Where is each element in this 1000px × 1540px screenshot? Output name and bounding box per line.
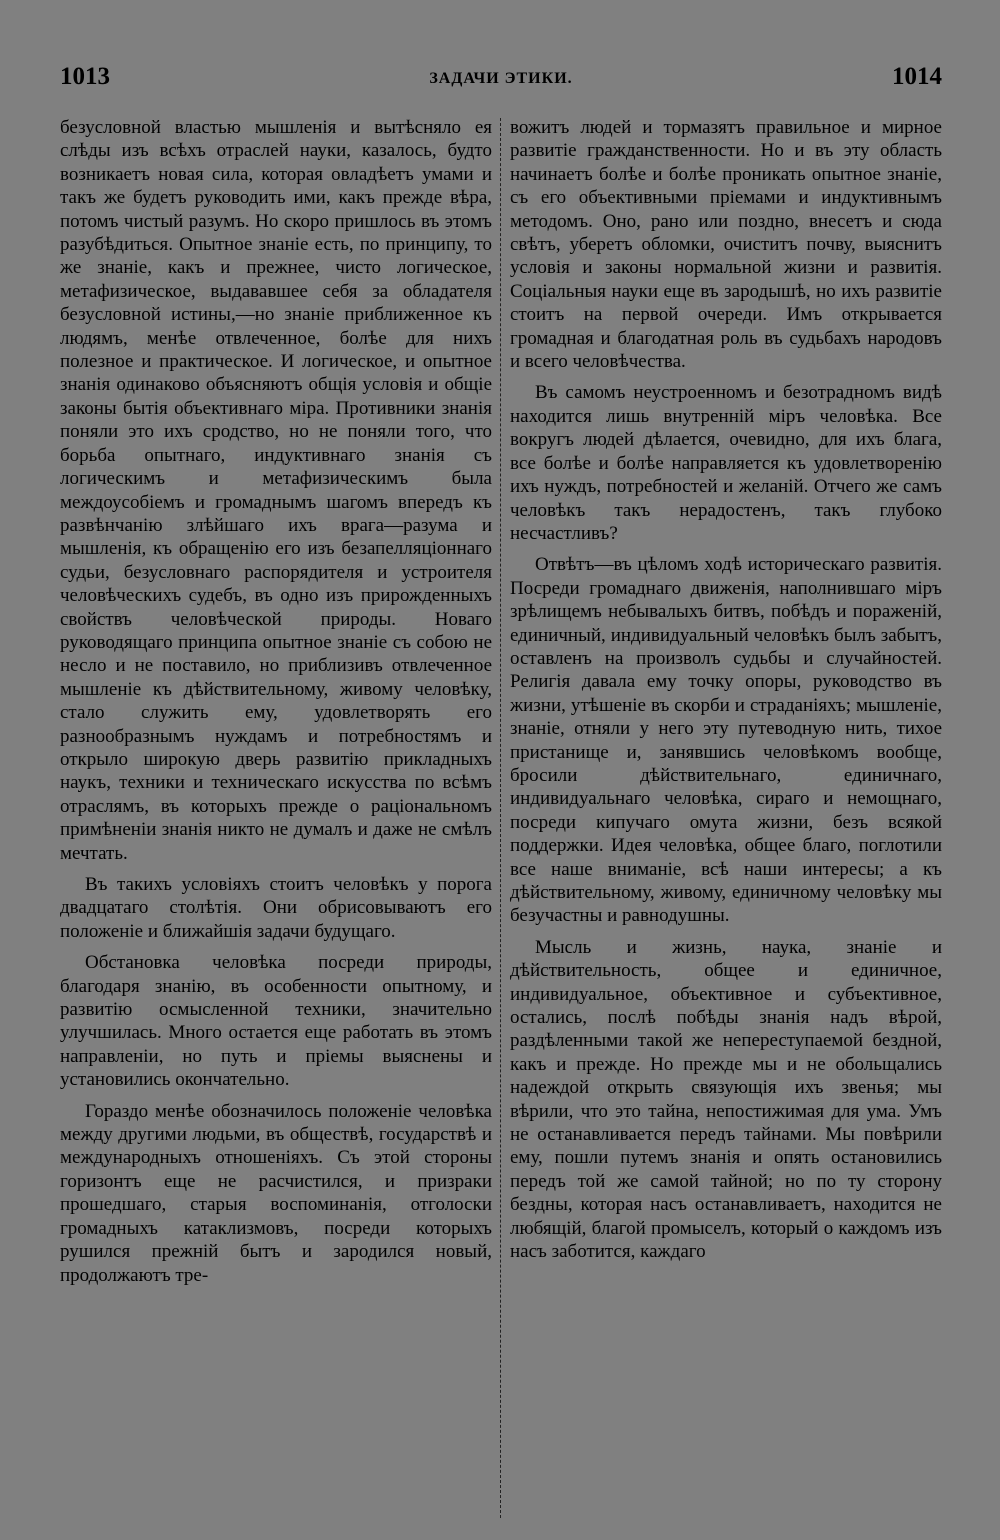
paragraph: Въ самомъ неустроенномъ и безотрадномъ видѣ находится лишь внутренній міръ человѣка. Все вокругъ людей дѣлается, очевидно, для ихъ блага, все болѣе и болѣе направляется къ удовлетворенію ихъ нуждъ, потребностей и желаній. Отчего же самъ человѣкъ такъ нерадостенъ, такъ глубоко несчастливъ? <box>510 382 942 544</box>
paragraph: Мысль и жизнь, наука, знаніе и дѣйствительность, общее и единичное, индивидуальное, объективное и субъективное, остались, послѣ побѣды знанія надъ вѣрой, раздѣленными такой же непереступаемой бездной, какъ и прежде. Но прежде мы и не обольщались надеждой открыть связующія ихъ звенья; мы вѣрили, что это тайна, непостижимая для ума. Умъ не останавливается передъ тайнами. Мы повѣрили ему, пошли путемъ знанія и опять остановились передъ той же самой тайной; но по ту сторону бездны, которая насъ останавливаетъ, находится не любящій, благой промыселъ, который о каждомъ изъ насъ заботится, каждаго <box>510 936 942 1263</box>
paragraph: Въ такихъ условіяхъ стоитъ человѣкъ у порога двадцатаго столѣтія. Они обрисовываютъ его положеніе и ближайшія задачи будущаго. <box>60 874 492 942</box>
page-header <box>60 62 942 98</box>
column-divider <box>500 118 501 1518</box>
right-text-column <box>510 116 942 1272</box>
paragraph: Гораздо менѣе обозначилось положеніе человѣка между другими людьми, въ обществѣ, государствѣ и международныхъ отношеніяхъ. Съ этой стороны горизонтъ еще не расчистился, и призраки прошедшаго, старыя воспоминанія, отголоски громадныхъ катаклизмовъ, посреди которыхъ рушился прежній бытъ и зародился новый, продолжаютъ тре- <box>60 1100 492 1286</box>
paragraph: Отвѣтъ—въ цѣломъ ходѣ историческаго развитія. Посреди громаднаго движенія, наполнившаго міръ зрѣлищемъ небывалыхъ битвъ, побѣдъ и пораженій, единичный, индивидуальный человѣкъ былъ забытъ, оставленъ на произволъ судьбы и случайностей. Религія давала ему точку опоры, руководство въ жизни, утѣшеніе въ скорби и страданіяхъ; мышленіе, знаніе, отняли у него эту путеводную нить, тихое пристанище и, занявшись человѣкомъ вообще, бросили дѣйствительнаго, единичнаго, индивидуальнаго человѣка, сираго и немощнаго, посреди кипучаго омута жизни, безъ всякой поддержки. Идея человѣка, общее благо, поглотили все наше вниманіе, всѣ наши интересы; а къ дѣйствительному, живому, единичному человѣку мы безучастны и равнодушны. <box>510 554 942 927</box>
running-title: ЗАДАЧИ ЭТИКИ. <box>429 70 573 87</box>
paragraph: Обстановка человѣка посреди природы, благодаря знанію, въ особенности опытному, и развитію осмысленной техники, значительно улучшилась. Много остается еще работать въ этомъ направленіи, но путь и пріемы выяснены и установились окончательно. <box>60 952 492 1091</box>
paragraph: вожитъ людей и тормазятъ правильное и мирное развитіе гражданственности. Но и въ эту область начинаетъ болѣе и болѣе проникать опытное знаніе, съ его объективными пріемами и индуктивнымъ методомъ. Оно, рано или поздно, внесетъ и сюда свѣтъ, уберетъ обломки, очиститъ почву, выяснитъ условія и законы нормальной жизни и развитія. Соціальныя науки еще въ зародышѣ, но ихъ развитіе стоитъ на первой очереди. Имъ открывается громадная и благодатная роль въ судьбахъ народовъ и всего человѣчества. <box>510 117 942 373</box>
right-page-number: 1014 <box>892 63 942 90</box>
paragraph: безусловной властью мышленія и вытѣсняло ея слѣды изъ всѣхъ отраслей науки, казалось, будто возникаетъ новая сила, которая овладѣетъ умами и такъ же будетъ руководить ими, какъ прежде вѣра, потомъ чистый разумъ. Но скоро пришлось въ этомъ разубѣдиться. Опытное знаніе есть, по принципу, то же знаніе, какъ и прежнее, чисто логическое, метафизическое, выдававшее себя за обладателя безусловной истины,—но знаніе приближенное къ людямъ, менѣе отвлеченное, болѣе для нихъ полезное и практическое. И логическое, и опытное знанія одинаково объясняютъ общія условія и общіе законы бытія объективнаго міра. Противники знанія поняли это ихъ сродство, но не поняли того, что борьба опытнаго, индуктивнаго знанія съ логическимъ и метафизическимъ была междоусобіемъ и громаднымъ шагомъ впередъ къ развѣнчанію злѣйшаго ихъ врага—разума и мышленія, къ обращенію его изъ безапелляціоннаго судьи, безусловнаго распорядителя и устроителя человѣческихъ судебъ, въ одно изъ прирожденныхъ свойствъ человѣческой природы. Новаго руководящаго принципа опытное знаніе съ собою не несло и не поставило, но приблизивъ отвлеченное мышленіе къ дѣйствительному, живому человѣку, стало служить ему, удовлетворять его разнообразнымъ нуждамъ и потребностямъ и открыло широкую дверь развитію прикладныхъ наукъ, техники и техническаго искусства по всѣмъ отраслямъ, въ которыхъ прежде о раціональномъ примѣненіи знанія никто не думалъ и даже не смѣлъ мечтать. <box>60 117 492 864</box>
left-text-column <box>60 116 492 1295</box>
left-page-number: 1013 <box>60 63 110 90</box>
